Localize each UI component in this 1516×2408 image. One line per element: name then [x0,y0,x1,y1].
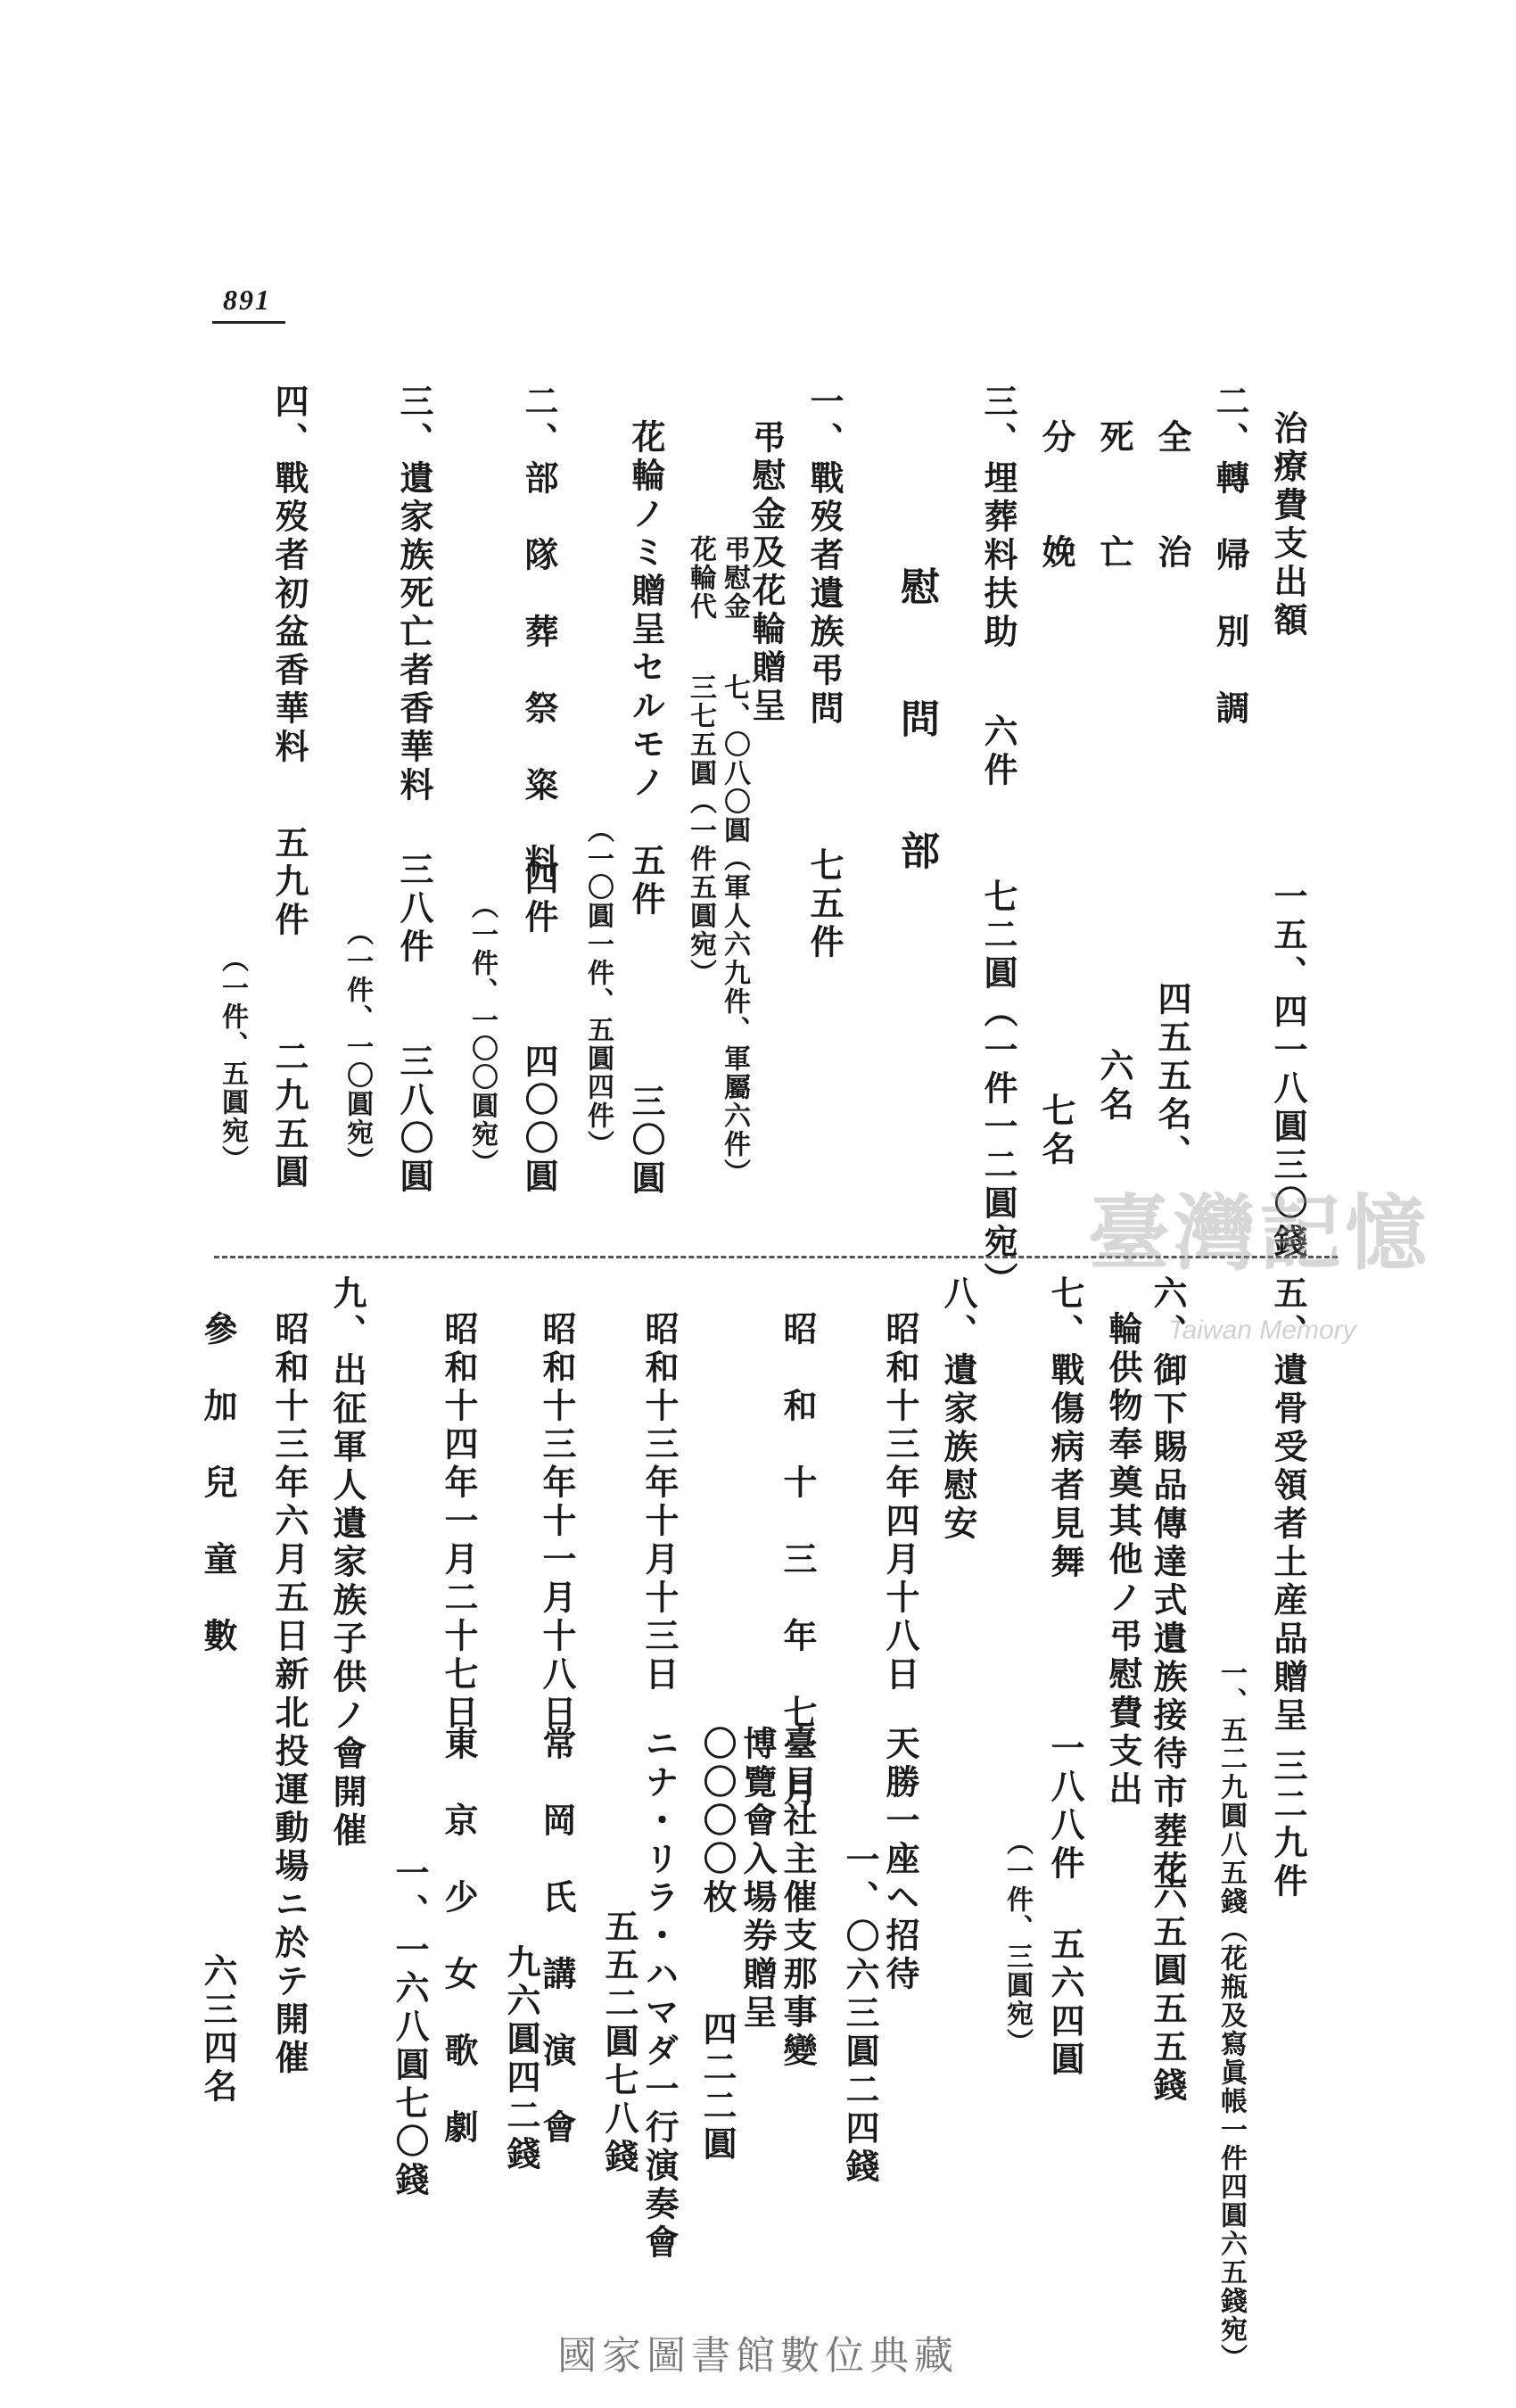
col-event-2-value: 四二二圓 [697,2011,737,2165]
col-wounded-visit-detail: （一件、三圓宛） [1001,1828,1033,2057]
col-event-2-tickets: 〇〇〇〇枚 [697,1726,737,1917]
col-condolence-money-value: 七、〇八〇圓（軍人六九件、軍屬六件） [719,673,750,1187]
col-event-2-name: 臺日社主催支那事變 [778,1726,818,2071]
col-sub-wreath-cost: 花輪代 [685,535,716,621]
watermark-logo: 臺灣記憶 [1088,1185,1431,1282]
col-unit-funeral-detail: （一件、一〇〇圓宛） [466,892,498,1177]
col-first-bon-label: 四、戰歿者初盆香華料 [269,383,309,767]
col-family-death-count: 三八件 [394,852,434,967]
col-wounded-visit-count: 一八八件 [1045,1730,1085,1884]
col-burial-label: 三、埋葬料扶助 [978,383,1018,652]
col-transfer-label: 二、轉 帰 別 調 [1210,383,1250,729]
col-children-party-date: 昭和十三年六月五日新北投運動場ニ於テ開催 [269,1311,309,2078]
col-death-label: 死 亡 [1094,419,1134,573]
col-condolence-visit-label: 一、戰歿者遺族弔問 [804,383,845,729]
col-first-bon-detail: （一件、五圓宛） [217,945,248,1174]
col-event-5-value: 一、一六八圓七〇錢 [390,1855,430,2200]
col-event-5-name: 東 京 少 女 歌 劇 [439,1726,479,2148]
col-event-5-date: 昭和十四年一月二十七日 [439,1311,479,1733]
col-event-3-name: ニナ・リラ・ハマダ一行演奏會 [639,1726,680,2263]
col-unit-funeral-label: 二、部 隊 葬 祭 粢 料 [519,383,559,882]
col-event-3-date: 昭和十三年十月十三日 [639,1311,680,1695]
footer-archive-label: 國家圖書館數位典藏 [557,2333,959,2379]
col-wreath-only-value: 三〇圓 [626,1084,666,1199]
col-family-death-detail: （一件、一〇圓宛） [342,919,373,1175]
page-number: 891 [223,284,271,316]
col-wreath-label: 弔慰金及花輪贈呈 [746,419,787,726]
col-treatment-value: 一五、四一八圓三〇錢 [1268,878,1308,1262]
col-wreath-only-label: 花輪ノミ贈呈セルモノ [626,419,666,803]
col-recovered-value: 四五五名、 [1152,981,1192,1173]
col-death-value: 六名 [1094,1048,1134,1125]
col-imperial-gift-label: 六、御下賜品傳達式遺族接待市葬花 [1148,1275,1188,1889]
col-imperial-gift-value: 二六五圓五五錢 [1148,1837,1188,2106]
col-birth-label: 分 娩 [1036,419,1076,573]
col-treatment-label: 治療費支出額 [1268,410,1308,640]
col-remains-gift-label: 五、遺骨受領者土産品贈呈 [1268,1275,1308,1736]
col-participants-label: 參 加 兒 童 數 [198,1311,238,1656]
col-event-3-value: 五五二圓七八錢 [599,1909,639,2177]
col-event-1-name: 天勝一座ヘ招待 [880,1726,920,1994]
col-wounded-visit-value: 五六四圓 [1045,1926,1085,2080]
col-condolence-visit-count: 七五件 [804,847,845,962]
col-family-comfort-label: 八、遺家族慰安 [938,1275,978,1544]
col-children-party-label: 九、出征軍人遺家族子供ノ會開催 [327,1275,367,1851]
col-remains-gift-value: 一、五二九圓八五錢（花瓶及寫眞帳一件四圓六五錢宛） [1215,1659,1247,2372]
col-unit-funeral-value: 四〇〇圓 [519,1043,559,1197]
col-participants-value: 六三四名 [198,1953,238,2107]
col-event-4-name: 常 岡 氏 講 演 會 [537,1726,577,2148]
col-event-2-date: 昭 和 十 三 年 七 月 [778,1311,818,1810]
col-recovered-label: 全 治 [1152,419,1192,573]
col-wreath-cost-value: 三七五圓（一件五圓宛） [685,673,716,987]
col-burial-value: 七二圓（一件一二圓宛） [978,878,1018,1300]
header-rule [212,321,285,324]
col-unit-funeral-count: 四件 [519,861,559,937]
col-family-death-label: 三、遺家族死亡者香華料 [394,383,434,805]
col-event-1-value: 一、〇六三圓二四錢 [840,1842,880,2187]
col-family-death-value: 三八〇圓 [394,1043,434,1197]
col-event-1-date: 昭和十三年四月十八日 [880,1311,920,1695]
col-wounded-visit-label: 七、戰傷病者見舞 [1045,1275,1085,1582]
col-event-4-value: 九六圓四二錢 [501,1944,541,2174]
col-wreath-only-detail: （一〇圓一件、五圓四件） [582,816,614,1159]
col-imperial-gift-label-2: 輪供物奉奠其他ノ弔慰費支出 [1103,1311,1143,1810]
col-wreath-only-count: 五件 [626,843,666,919]
col-remains-gift-count: 三二九件 [1268,1748,1308,1901]
col-burial-count: 六件 [978,713,1018,790]
watermark-subtitle: Taiwan Memory [1168,1315,1356,1345]
section-heading-condolence: 慰 問 部 [894,566,939,896]
col-first-bon-value: 二九五圓 [269,1039,309,1192]
col-first-bon-count: 五九件 [269,825,309,940]
col-event-4-date: 昭和十三年十一月十八日 [537,1311,577,1733]
col-event-2-name-2: 博覽會入場券贈呈 [737,1726,778,2033]
col-birth-value: 七名 [1036,1093,1076,1169]
col-sub-condolence-money: 弔慰金 [719,535,750,621]
